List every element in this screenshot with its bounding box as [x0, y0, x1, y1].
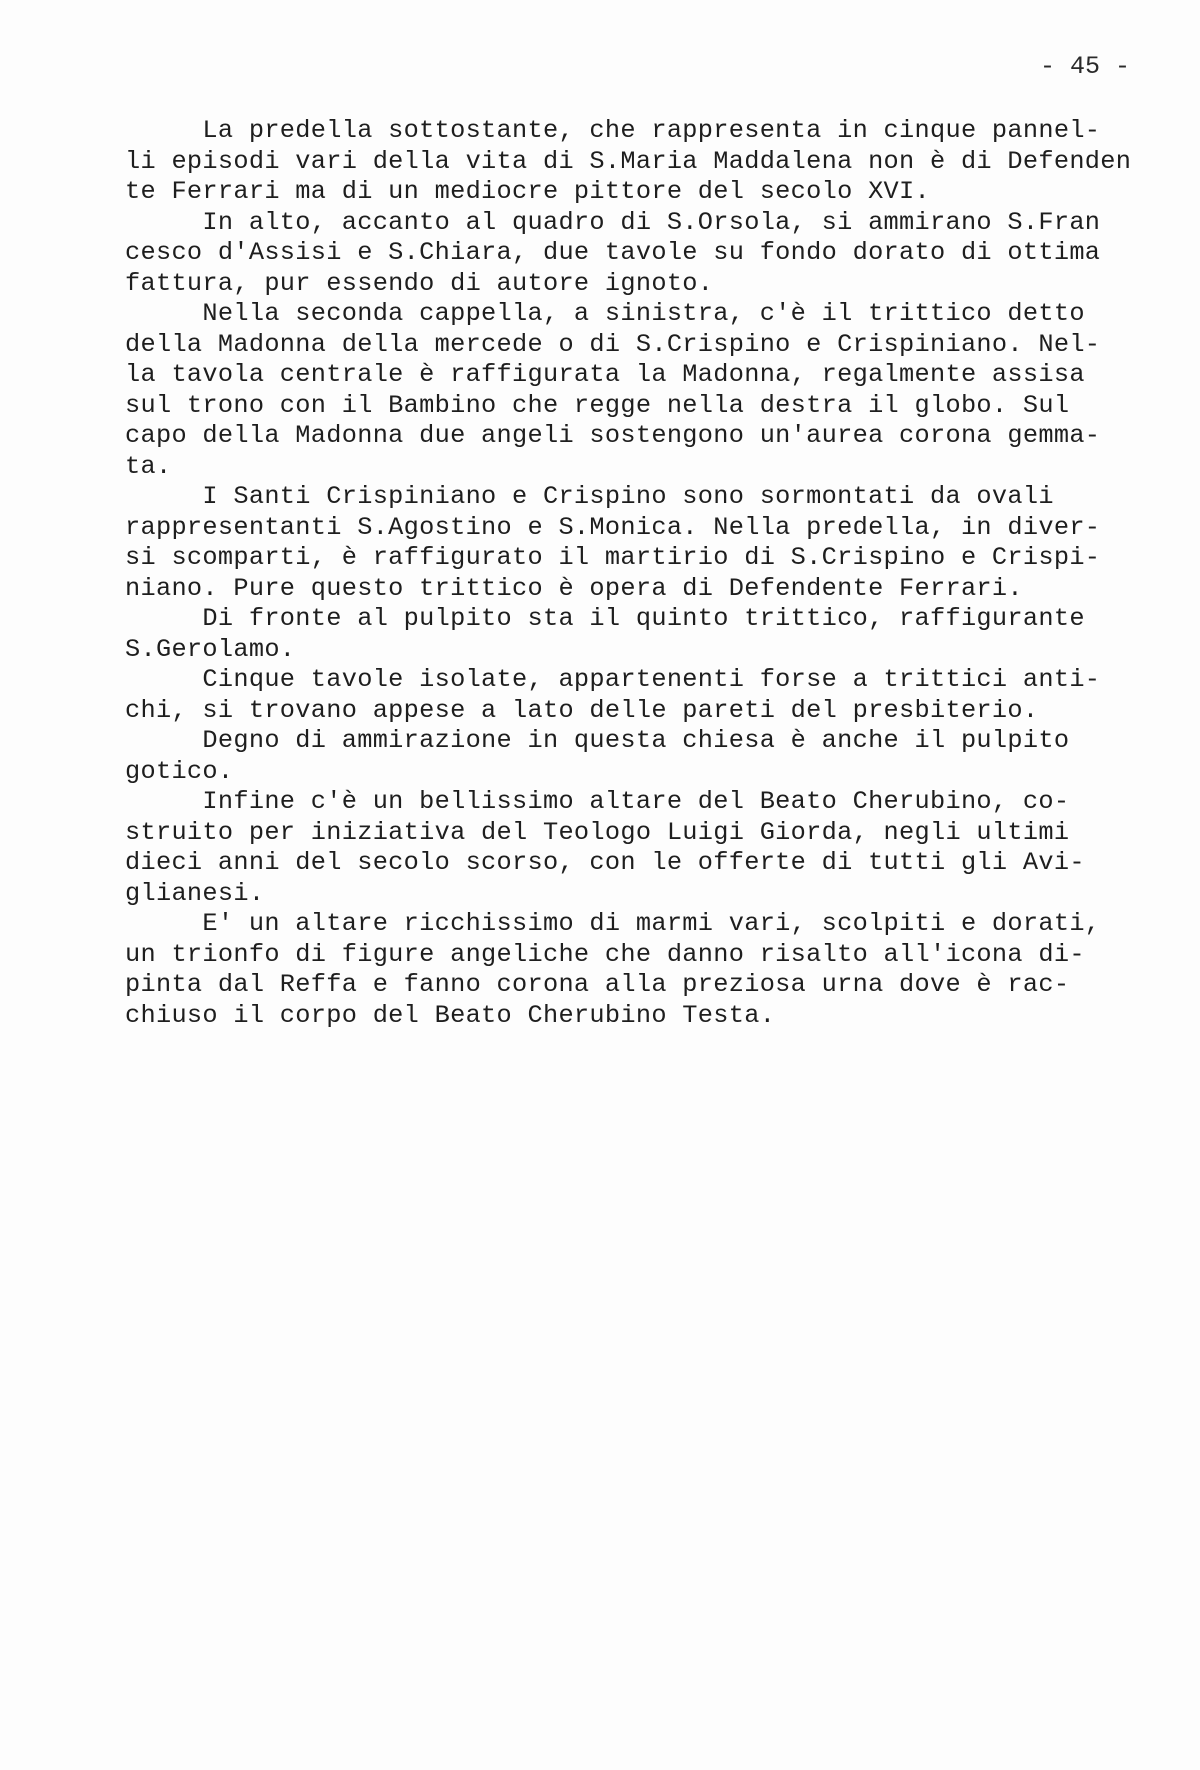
text-line: In alto, accanto al quadro di S.Orsola, si ammirano S.Fran [125, 207, 1101, 237]
text-line: capo della Madonna due angeli sostengono un'aurea corona gemma- [125, 421, 1101, 450]
text-line: Cinque tavole isolate, appartenenti forse a trittici anti- [125, 665, 1101, 694]
text-line: E' un altare ricchissimo di marmi vari, scolpiti e dorati, [125, 909, 1101, 938]
text-line: te Ferrari ma di un mediocre pittore del secolo XVI. [125, 177, 930, 206]
text-line: gotico. [125, 756, 234, 786]
text-line: Degno di ammirazione in questa chiesa è anche il pulpito [125, 726, 1070, 755]
page-number: - 45 - [1040, 52, 1131, 81]
text-line: rappresentanti S.Agostino e S.Monica. Nella predella, in diver- [125, 512, 1101, 542]
text-line: Nella seconda cappella, a sinistra, c'è il trittico detto [125, 299, 1085, 328]
text-line: sul trono con il Bambino che regge nella destra il globo. Sul [125, 390, 1070, 420]
text-line: La predella sottostante, che rappresenta in cinque pannel- [125, 116, 1101, 145]
text-line: cesco d'Assisi e S.Chiara, due tavole su fondo dorato di ottima [125, 238, 1101, 267]
text-line: I Santi Crispiniano e Crispino sono sormontati da ovali [125, 482, 1054, 511]
text-line: della Madonna della mercede o di S.Crispino e Crispiniano. Nel- [125, 329, 1101, 359]
text-line: Di fronte al pulpito sta il quinto trittico, raffigurante [125, 604, 1085, 633]
text-line: niano. Pure questo trittico è opera di Defendente Ferrari. [125, 573, 1023, 603]
text-line: dieci anni del secolo scorso, con le offerte di tutti gli Avi- [125, 848, 1085, 877]
text-line: un trionfo di figure angeliche che danno risalto all'icona di- [125, 939, 1085, 969]
text-line: struito per iniziativa del Teologo Luigi Giorda, negli ultimi [125, 817, 1070, 847]
text-line: la tavola centrale è raffigurata la Madonna, regalmente assisa [125, 360, 1085, 389]
text-line: chi, si trovano appese a lato delle pareti del presbiterio. [125, 695, 1039, 725]
text-line: chiuso il corpo del Beato Cherubino Testa. [125, 1000, 776, 1030]
text-line: li episodi vari della vita di S.Maria Maddalena non è di Defenden [125, 146, 1132, 176]
body-text [125, 116, 1145, 1031]
text-line: ta. [125, 451, 172, 481]
text-line: S.Gerolamo. [125, 634, 296, 664]
text-line: pinta dal Reffa e fanno corona alla preziosa urna dove è rac- [125, 970, 1070, 999]
text-line: fattura, pur essendo di autore ignoto. [125, 268, 714, 298]
text-line: si scomparti, è raffigurato il martirio di S.Crispino e Crispi- [125, 543, 1101, 572]
text-line: Infine c'è un bellissimo altare del Beato Cherubino, co- [125, 787, 1070, 816]
text-line: glianesi. [125, 878, 265, 908]
